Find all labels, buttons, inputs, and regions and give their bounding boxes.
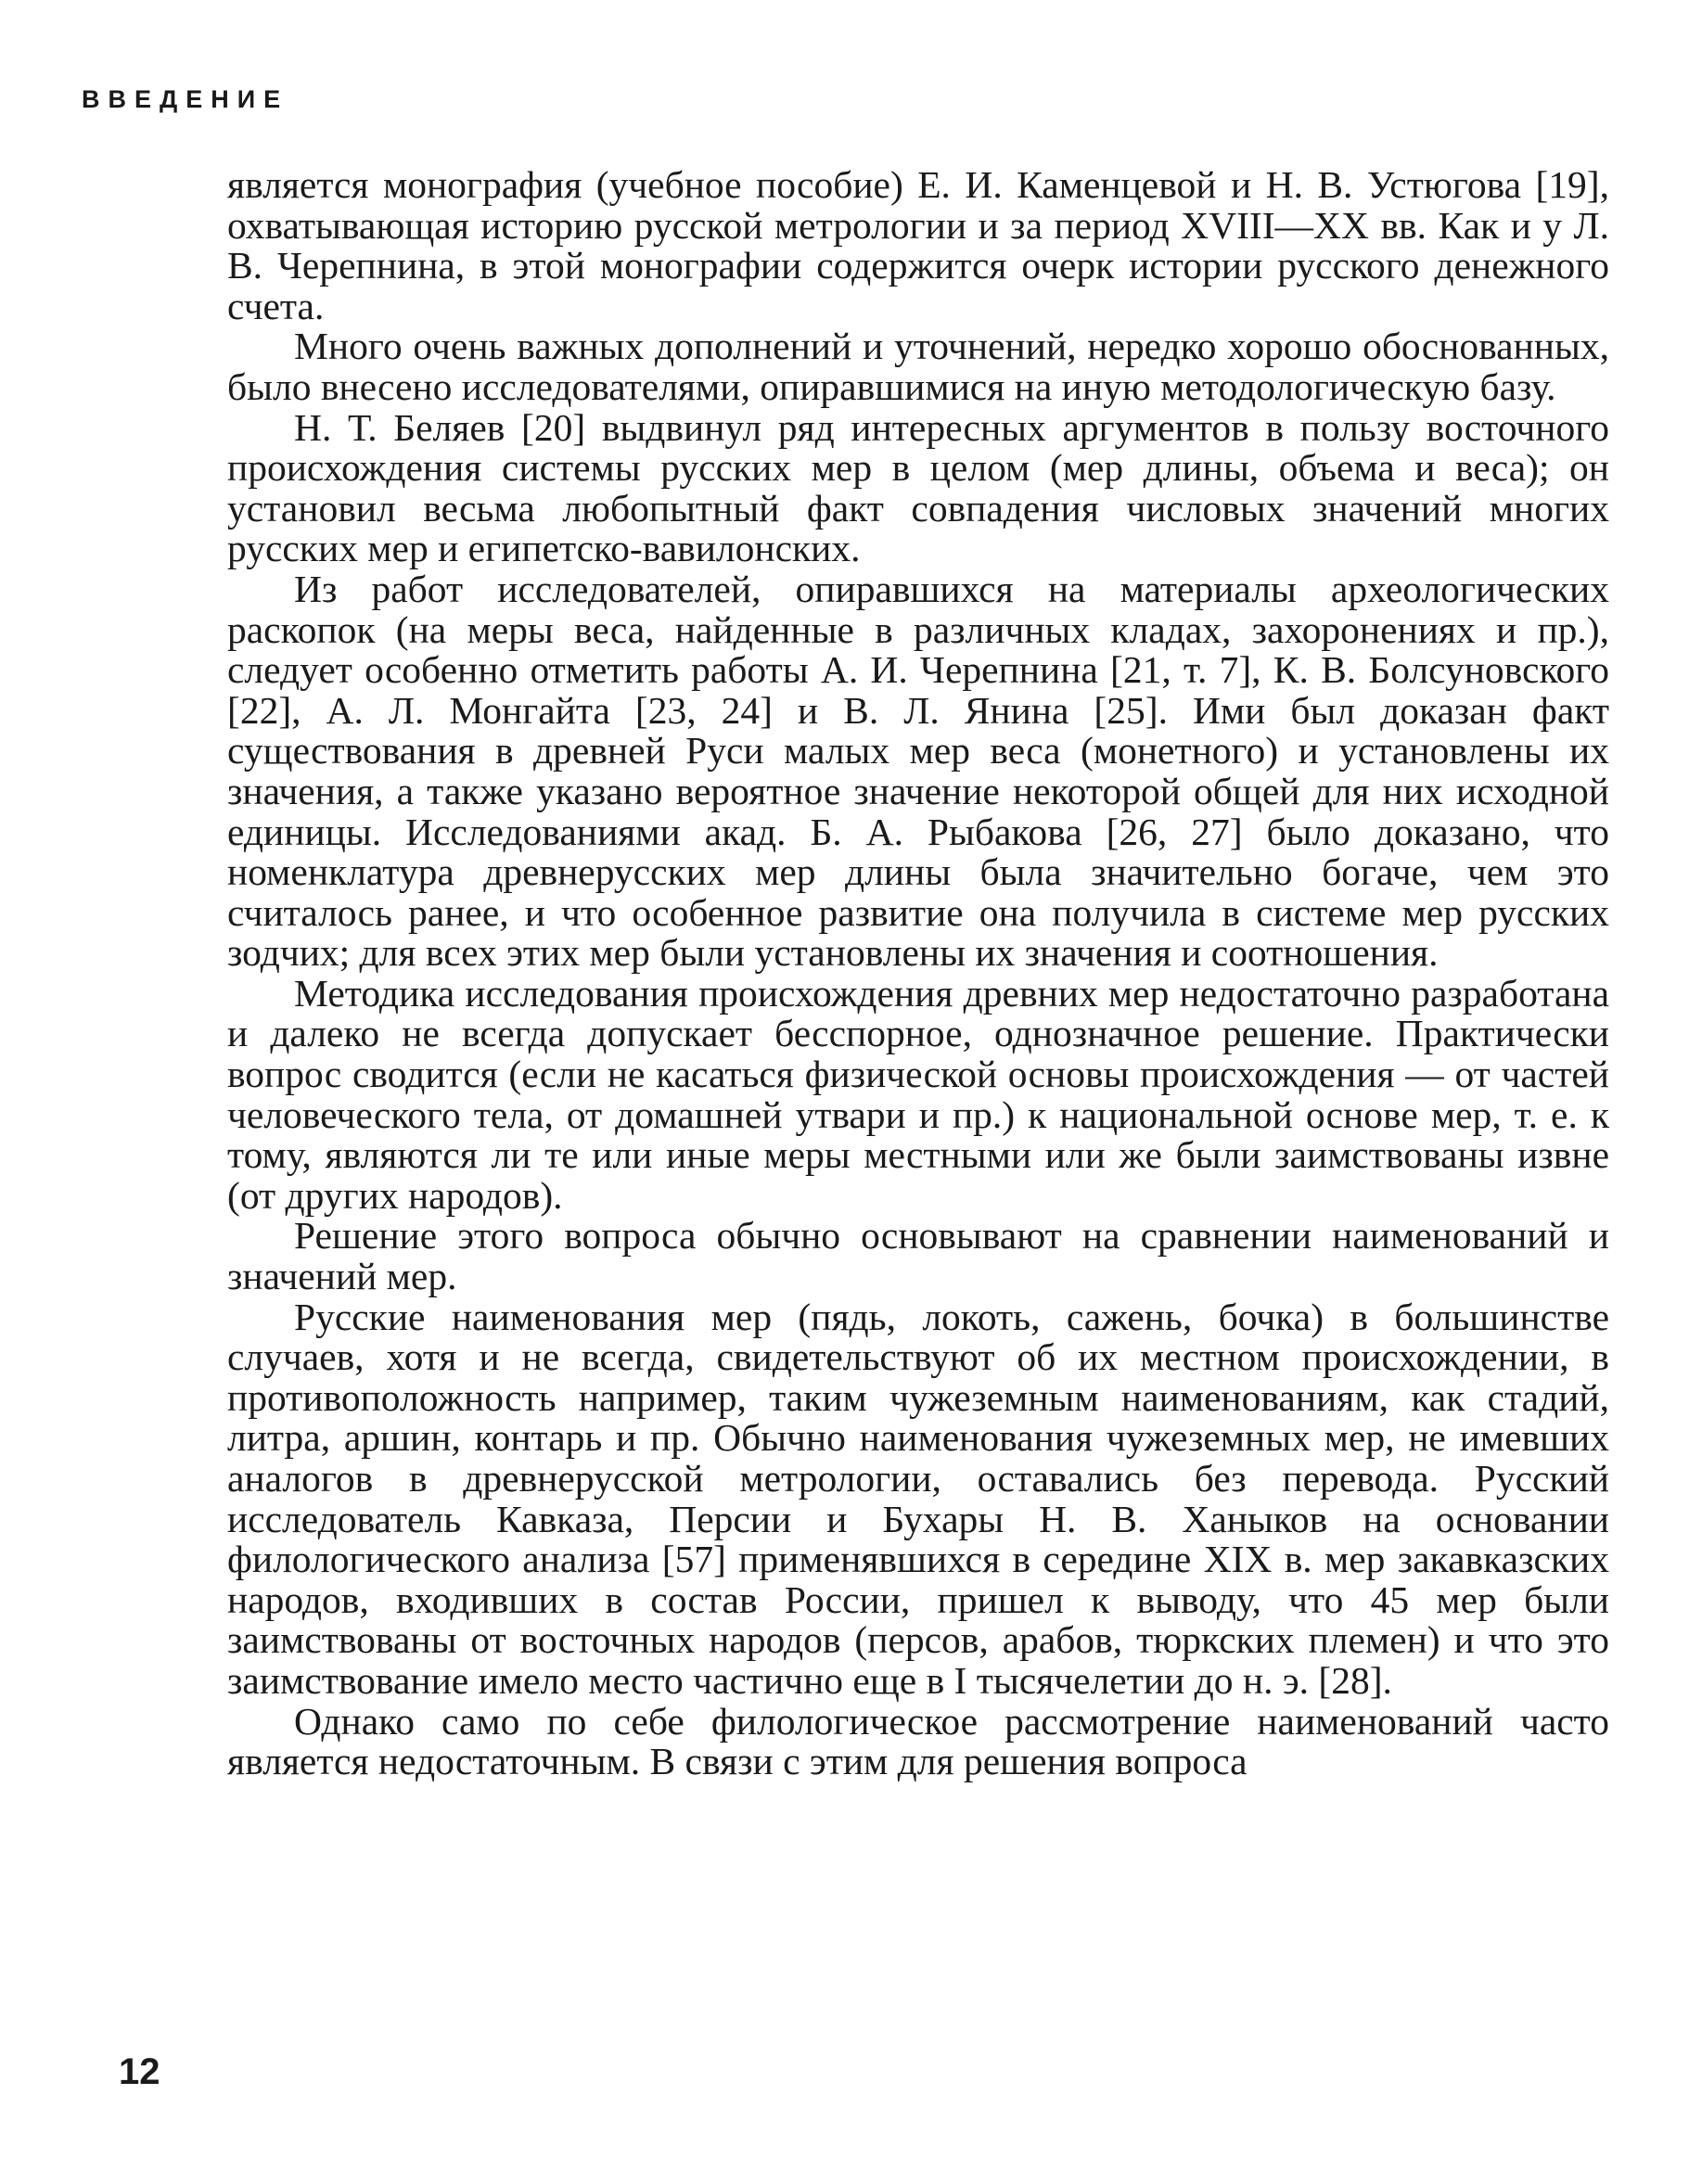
- paragraph: Много очень важных дополнений и уточнений, нередко хорошо обоснованных, было внесено исследователями, опиравшимися на иную методологическую базу.: [227, 325, 1609, 408]
- body-text: [227, 165, 1609, 1782]
- running-head: ВВЕДЕНИЕ: [82, 85, 289, 113]
- paragraph: является монография (учебное пособие) Е. И. Каменцевой и Н. В. Устюгова [19], охватывающая историю русской метрологии и за период XVIII—XX вв. Как и у Л. В. Черепнина, в этой монографии содержится очерк истории русского денежного счета.: [227, 163, 1609, 327]
- paragraph: Решение этого вопроса обычно основывают на сравнении наименований и значений мер.: [227, 1214, 1609, 1298]
- paragraph: Методика исследования происхождения древних мер недостаточно разработана и далеко не всегда допускает бесспорное, однозначное решение. Практически вопрос сводится (если не касаться физической основы происхождения — от частей человеческого тела, от домашней утвари и пр.) к национальной основе мер, т. е. к тому, являются ли те или иные меры местными или же были заимствованы извне (от других народов).: [227, 971, 1609, 1217]
- paragraph: Однако само по себе филологическое рассмотрение наименований часто является недостаточным. В связи с этим для решения вопроса: [227, 1699, 1609, 1783]
- paragraph: Н. Т. Беляев [20] выдвинул ряд интересных аргументов в пользу восточного происхождения системы русских мер в целом (мер длины, объема и веса); он установил весьма любопытный факт совпадения числовых значений многих русских мер и египетско-вавилонских.: [227, 405, 1609, 570]
- paragraph: Русские наименования мер (пядь, локоть, сажень, бочка) в большинстве случаев, хотя и не всегда, свидетельствуют об их местном происхождении, в противоположность например, таким чужеземным наименованиям, как стадий, литра, аршин, контарь и пр. Обычно наименования чужеземных мер, не имевших аналогов в древнерусской метрологии, оставались без перевода. Русский исследователь Кавказа, Персии и Бухары Н. В. Ханыков на основании филологического анализа [57] применявшихся в середине XIX в. мер закавказских народов, входивших в состав России, пришел к выводу, что 45 мер были заимствованы от восточных народов (персов, арабов, тюркских племен) и что это заимствование имело место частично еще в I тысячелетии до н. э. [28].: [227, 1295, 1609, 1702]
- paragraph: Из работ исследователей, опиравшихся на материалы археологических раскопок (на меры веса, найденные в различных кладах, захоронениях и пр.), следует особенно отметить работы А. И. Черепнина [21, т. 7], К. В. Болсуновского [22], А. Л. Монгайта [23, 24] и В. Л. Янина [25]. Ими был доказан факт существования в древней Руси малых мер веса (монетного) и установлены их значения, а также указано вероятное значение некоторой общей для них исходной единицы. Исследованиями акад. Б. А. Рыбакова [26, 27] было доказано, что номенклатура древнерусских мер длины была значительно богаче, чем это считалось ранее, и что особенное развитие она получила в системе мер русских зодчих; для всех этих мер были установлены их значения и соотношения.: [227, 567, 1609, 975]
- page-number: 12: [119, 2051, 160, 2092]
